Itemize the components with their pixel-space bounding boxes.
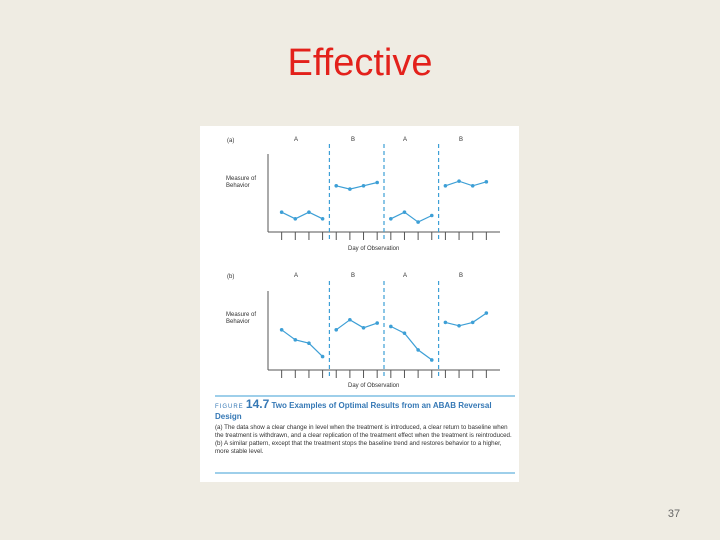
data-point xyxy=(307,341,311,345)
series-line-phase-1 xyxy=(282,212,323,219)
panel-a-phase-3: A xyxy=(402,137,407,143)
data-point xyxy=(280,210,284,214)
abab-chart-svg xyxy=(200,126,519,396)
slide-title: Effective xyxy=(287,42,433,84)
panel-a-label: (a) xyxy=(227,138,235,144)
data-point xyxy=(471,184,475,188)
panel-b-ylabel: Measure of Behavior xyxy=(226,312,257,325)
figure-number: 14.7 xyxy=(245,397,270,411)
panel-b-phase-4: B xyxy=(458,273,463,279)
data-point xyxy=(334,184,338,188)
series-line-phase-3 xyxy=(391,326,432,360)
data-point xyxy=(416,220,420,224)
panel-a-phase-4: B xyxy=(458,137,463,143)
data-point xyxy=(403,210,407,214)
panel-b-label: (b) xyxy=(227,274,235,280)
panel-b-phase-2: B xyxy=(350,273,355,279)
data-point xyxy=(362,184,366,188)
data-point xyxy=(375,181,379,185)
data-point xyxy=(348,318,352,322)
panel-b-xlabel: Day of Observation xyxy=(348,383,400,389)
panel-b-phase-3: A xyxy=(402,273,407,279)
data-point xyxy=(293,217,297,221)
data-point xyxy=(348,187,352,191)
panel-a-xlabel: Day of Observation xyxy=(348,246,400,252)
data-point xyxy=(457,179,461,183)
data-point xyxy=(430,214,434,218)
panel-b-phase-1: A xyxy=(293,273,298,279)
series-line-phase-4 xyxy=(445,181,486,186)
series-line-phase-2 xyxy=(336,320,377,330)
data-point xyxy=(321,217,325,221)
data-point xyxy=(403,331,407,335)
figure-word: FIGURE xyxy=(215,404,244,410)
data-point xyxy=(444,321,448,325)
panel-a-ylabel: Measure of Behavior xyxy=(226,176,257,189)
series-line-phase-2 xyxy=(336,183,377,190)
data-point xyxy=(334,328,338,332)
series-line-phase-3 xyxy=(391,212,432,222)
series-line-phase-1 xyxy=(282,330,323,357)
data-point xyxy=(280,328,284,332)
data-point xyxy=(416,348,420,352)
figure-caption-body: (a) The data show a clear change in level when the treatment is introduced, a clear return to baseline when the treatment is withdrawn, and a clear replication of the treatment effect when the treatment is reintroduced. (b) A similar pattern, except that the treatment stops the baseline trend and restores behavior to a higher, more stable level. xyxy=(215,424,512,455)
panel-a-phase-1: A xyxy=(293,137,298,143)
data-point xyxy=(471,321,475,325)
data-point xyxy=(444,184,448,188)
figure-caption-heading xyxy=(215,399,515,422)
figure-caption-title: Two Examples of Optimal Results from an ABAB Reversal Design xyxy=(215,401,492,421)
data-point xyxy=(430,358,434,362)
figure-image xyxy=(200,126,519,482)
data-point xyxy=(389,325,393,329)
series-line-phase-4 xyxy=(445,313,486,326)
data-point xyxy=(485,180,489,184)
page-number: 37 xyxy=(667,508,681,520)
data-point xyxy=(362,326,366,330)
data-point xyxy=(321,355,325,359)
data-point xyxy=(485,311,489,315)
data-point xyxy=(457,324,461,328)
data-point xyxy=(293,338,297,342)
data-point xyxy=(375,321,379,325)
data-point xyxy=(389,217,393,221)
panel-a-phase-2: B xyxy=(350,137,355,143)
data-point xyxy=(307,210,311,214)
